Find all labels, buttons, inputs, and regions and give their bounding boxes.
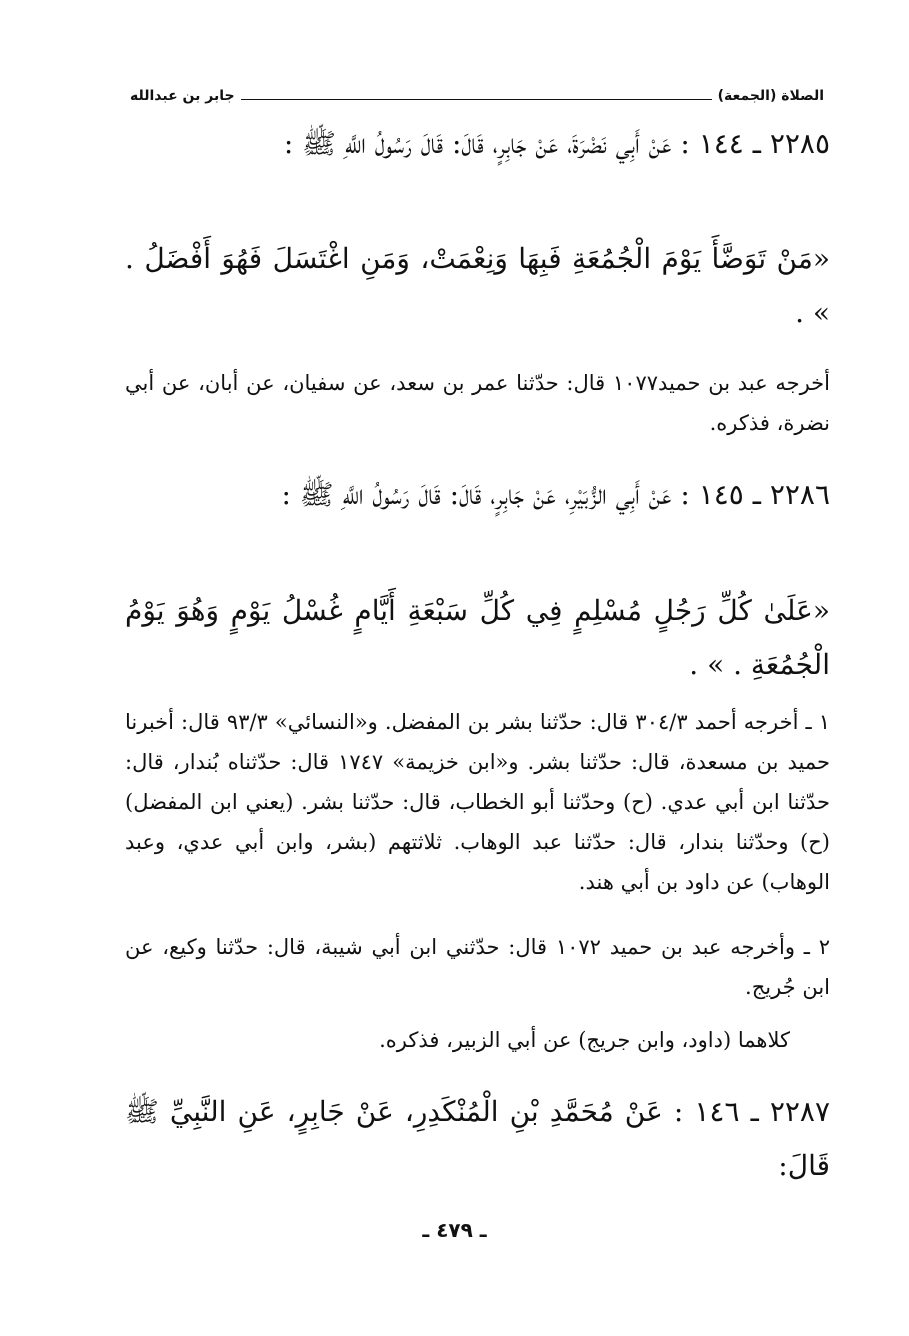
header-rule (241, 99, 712, 100)
hadith-2285-text: «مَنْ تَوَضَّأَ يَوْمَ الْجُمُعَةِ فَبِهَا وَنِعْمَتْ، وَمَنِ اغْتَسَلَ فَهُوَ أَفْضَلُ . » . (125, 242, 830, 329)
takhrij-2285: أخرجه عبد بن حميد١٠٧٧ قال: حدّثنا عمر بن سعد، عن سفيان، عن أبان، عن أبي نضرة، فذكره. (125, 371, 830, 435)
narrator-title: جابر بن عبدالله (130, 88, 235, 104)
chapter-title: الصلاة (الجمعة) (717, 88, 824, 104)
running-header (130, 84, 824, 108)
hadith-2285-intro: ٢٢٨٥ ـ ١٤٤ : عَنْ أَبِي نَضْرَةَ، عَنْ جَابِرٍ، قَالَ: قَالَ رَسُولُ اللَّهِ ﷺ : (283, 127, 830, 160)
page-number: ـ ٤٧٩ ـ (422, 1218, 487, 1242)
hadith-2286-intro: ٢٢٨٦ ـ ١٤٥ : عَنْ أَبِي الزُّبَيْرِ، عَنْ جَابِرٍ، قَالَ: قَالَ رَسُولُ اللَّهِ ﷺ : (281, 478, 830, 511)
takhrij-2286-3: كلاهما (داود، وابن جريج) عن أبي الزبير، فذكره. (379, 1028, 790, 1052)
hadith-2286-text: «عَلَىٰ كُلِّ رَجُلٍ مُسْلِمٍ فِي كُلِّ سَبْعَةِ أَيَّامٍ غُسْلُ يَوْمٍ وَهُوَ يَوْمُ الْجُمُعَةِ . » . (125, 594, 830, 681)
hadith-2287-intro: ٢٢٨٧ ـ ١٤٦ : عَنْ مُحَمَّدِ بْنِ الْمُنْكَدِرِ، عَنْ جَابِرٍ، عَنِ النَّبِيِّ ﷺ قَالَ: (125, 1095, 830, 1182)
takhrij-2286-1: ١ ـ أخرجه أحمد ٣٠٤/٣ قال: حدّثنا بشر بن المفضل. و«النسائي» ٩٣/٣ قال: أخبرنا حميد بن مسعدة، قال: حدّثنا بشر. و«ابن خزيمة» ١٧٤٧ قال: حدّثناه بُندار، قال: حدّثنا ابن أبي عدي. (ح) وحدّثنا أبو الخطاب، قال: حدّثنا بشر. (يعني ابن المفضل) (ح) وحدّثنا بندار، قال: حدّثنا عبد الوهاب. ثلاثتهم (بشر، وابن أبي عدي، وعبد الوهاب) عن داود بن أبي هند. (125, 710, 830, 894)
takhrij-2286-2: ٢ ـ وأخرجه عبد بن حميد ١٠٧٢ قال: حدّثني ابن أبي شيبة، قال: حدّثنا وكيع، عن ابن جُريج. (125, 935, 830, 999)
